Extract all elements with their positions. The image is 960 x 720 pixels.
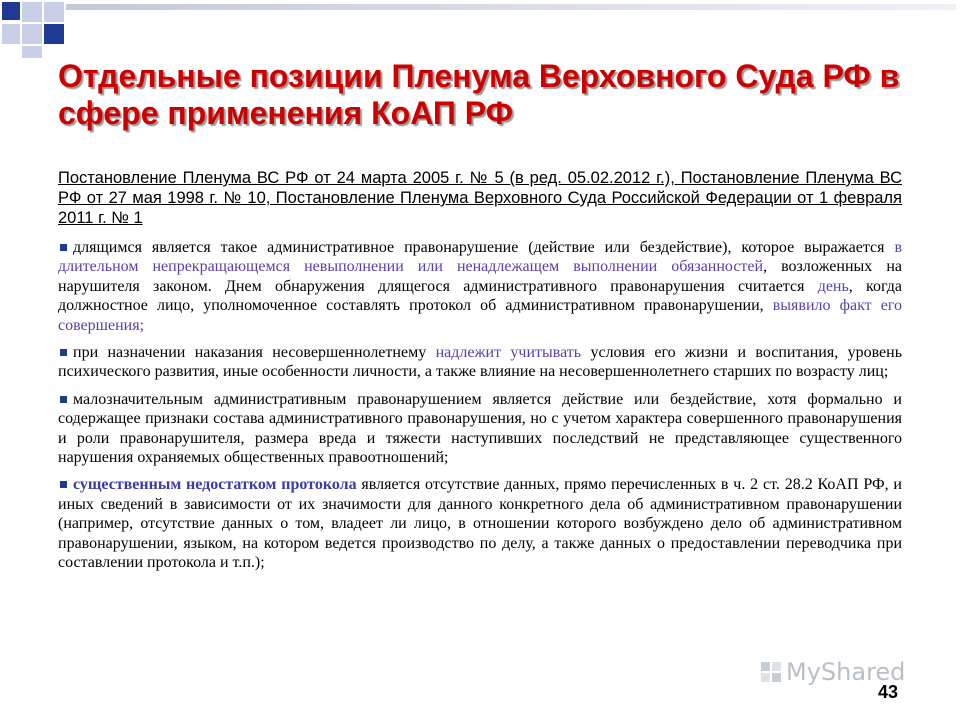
bullet-item-insignificant-offense <box>58 390 902 468</box>
deco-square-2 <box>22 2 42 22</box>
bullet-1-highlight-1: в длительном непрекращающемся невыполнении или ненадлежащем выполнении обязанностей <box>58 239 902 276</box>
bullet-2-highlight-1: надлежит учитывать <box>435 344 582 362</box>
bullet-1-highlight-3: выявило факт его совершения; <box>58 297 903 334</box>
bullet-1-text-3: , когда должностное лицо, уполномоченное составлять протокол об административном правонарушении, <box>58 277 903 315</box>
bullet-icon <box>60 244 67 251</box>
deco-square-4 <box>22 24 42 44</box>
watermark-logo-icon <box>760 661 782 683</box>
bullet-1-text-2: , возложенных на нарушителя законом. Днем обнаружения длящегося административного правонарушения считается <box>58 258 902 295</box>
slide-title: Отдельные позиции Пленума Верховного Суда РФ в сфере применения КоАП РФ <box>58 58 900 131</box>
bullet-2-text-2: условия его жизни и воспитания, уровень психического развития, иные особенности личности, а также влияние на несовершеннолетнего старших по возрасту лиц; <box>58 344 903 381</box>
page-number: 43 <box>878 682 899 702</box>
bullet-item-minor-punishment <box>58 343 902 382</box>
bullet-icon <box>60 481 67 488</box>
bullet-1-text-1: длящимся является такое административное правонарушение (действие или бездействие), которое выражается <box>73 239 895 256</box>
bullet-2-text-1: при назначении наказания несовершеннолетнему <box>73 344 436 362</box>
bullet-4-text-1: является отсутствие данных, прямо перечисленных в ч. 2 ст. 28.2 КоАП РФ, и иных сведений в зависимости от их значимости для данного конкретного дела об административном правонарушении (например, отсутствие данных о том, владеет ли лицо, в отношении которого возбуждено дело об административном правонарушении, языком, на котором ведется производство по делу, а также данных о предоставлении переводчика при составлении протокола и т.п.); <box>58 476 902 572</box>
bullet-icon <box>60 349 67 356</box>
bullet-icon <box>60 396 67 403</box>
watermark-text: MyShared <box>786 658 906 686</box>
deco-square-5 <box>44 24 64 44</box>
bullet-3-text-1: малозначительным административным правонарушением является действие или бездействие, хотя формально и содержащее признаки состава административного правонарушения, но с учетом характера совершенного правонарушения и роли правонарушителя, размера вреда и тяжести наступивших последствий не представляющее существенного нарушения охраняемых общественных правоотношений; <box>58 390 902 467</box>
deco-square-6 <box>2 24 20 44</box>
bullet-1-highlight-2: день <box>817 277 849 295</box>
deco-square-3 <box>44 2 64 22</box>
bullet-list <box>58 238 902 581</box>
bullet-4-highlight-1: существенным недостатком протокола <box>73 476 357 494</box>
deco-top-bar <box>66 4 956 10</box>
bullet-item-protocol-defect <box>58 475 902 572</box>
deco-square-1 <box>2 2 20 20</box>
deco-square-7 <box>22 46 42 58</box>
references-text: Постановление Пленума ВС РФ от 24 марта 2005 г. № 5 (в ред. 05.02.2012 г.), Постановление Пленума ВС РФ от 27 мая 1998 г. № 10, Постановление Пленума Верховного Суда Российской Федерации от 1 февраля 2011 г. № 1 <box>58 169 902 227</box>
bullet-item-continuing-offense <box>58 238 902 335</box>
